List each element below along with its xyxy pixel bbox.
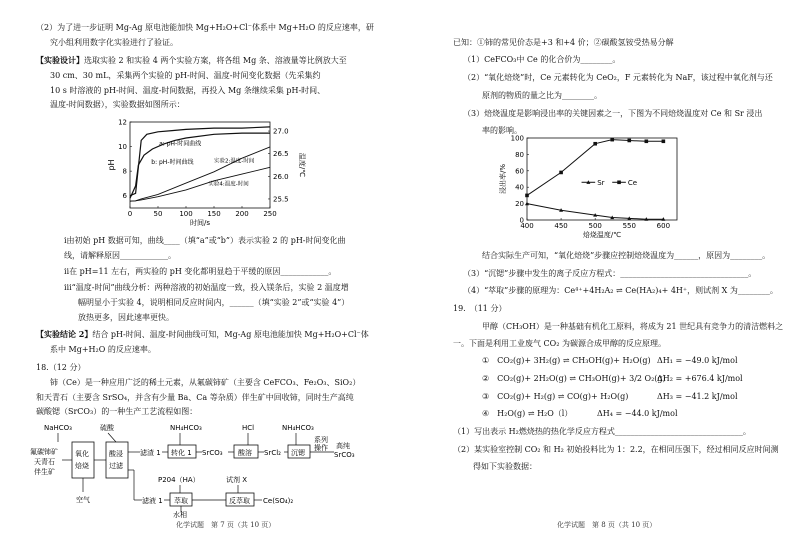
chart1-ytick-left-label: 12 [118, 118, 127, 127]
chart1-label-t2: 实验2:温度-时间 [214, 158, 255, 165]
q19-part1: （1）写出表示 H₂燃烧热的热化学反应方程式________________________________。 [453, 427, 751, 436]
flow-water-phase: 水相 [173, 511, 187, 519]
chart1-ytick-left-label: 6 [122, 192, 127, 201]
chart2-ytick-label: 40 [515, 183, 524, 192]
q19-part2-line1: （2）某实验室控制 CO₂ 和 H₂ 初始投料比为 1：2.2，在相同压强下，经过相同反应时间测 [453, 445, 779, 454]
chart1-series-line-2 [130, 147, 270, 201]
chart1-ytick-right-label: 26.0 [273, 172, 289, 181]
chart1-label-b: b: pH-时间曲线 [151, 158, 194, 166]
q18-line1: 铈（Ce）是一种应用广泛的稀土元素，从氟碳铈矿（主要含 CeFCO₃、Fe₂O₃、SiO₂） [50, 378, 361, 387]
chart2-legend-marker-Ce [617, 180, 621, 184]
r-after-chart: 结合实际生产可知，“氧化焙烧”步骤应控制焙烧温度为______，原因为________。 [482, 251, 771, 260]
r-q3-line1: （3）焙烧温度是影响浸出率的关键因素之一，下图为不同焙烧温度对 Ce 和 Sr 浸出 [463, 109, 763, 118]
equation-4: ④ H₂O(g) ⇌ H₂O（l） [482, 409, 573, 418]
flow-extract: 萃取 [174, 497, 188, 505]
flow-hcl: HCl [242, 424, 255, 432]
equation-3: ③ CO₂(g)+ H₂(g) ⇌ CO(g)+ H₂O(g) [482, 392, 629, 401]
conclusion-paragraph [36, 329, 369, 341]
r-q1: （1）CeFCO₃中 Ce 的化合价为________。 [463, 55, 621, 64]
question-iii-line1: ⅲ“温度-时间”曲线分析：两种溶液的初始温度一致，投入镁条后，实验 2 温度增 [64, 283, 349, 292]
equation-3-dh: ΔH₃ = −41.2 kJ/mol [657, 392, 738, 401]
flow-air: 空气 [76, 496, 90, 504]
q19-part2-line2: 得如下实验数据： [473, 462, 537, 471]
known-info: 已知：①铈的常见价态是+3 和+4 价；②碳酸氢铵受热易分解 [453, 38, 674, 47]
equation-2: ② CO₂(g)+ 2H₂O(g) ⇌ CH₃OH(g)+ 3/2 O₂(g) [482, 374, 666, 383]
flow-leach-2: 过滤 [109, 462, 123, 470]
flow-leach-1: 酸浸 [109, 450, 123, 458]
chart1-label-t4: 实验4:温度-时间 [208, 181, 249, 188]
chart2-ylabel: 浸出率/% [499, 163, 507, 195]
chart2-ytick-label: 80 [515, 150, 524, 159]
chart2-legend-label-Sr: Sr [597, 178, 605, 187]
q18-title: 18.（12 分） [36, 363, 86, 372]
flow-mineral-2: 天青石 [34, 458, 55, 466]
q19-line2: 一。下面是利用工业废气 CO₂ 为碳源合成甲醇的反应原理。 [453, 339, 666, 348]
design-line1: 选取实验 2 和实验 4 两个实验方案，将各组 Mg 条、溶液量等比例放大至 [84, 56, 347, 65]
chart2-point-Ce [662, 139, 666, 143]
flow-roast-1: 氧化 [75, 450, 89, 458]
ph-temperature-chart [108, 116, 306, 226]
chart2-ytick-label: 20 [515, 200, 524, 209]
equation-1: ① CO₂(g)+ 3H₂(g) ⇌ CH₃OH(g)+ H₂O(g) [482, 356, 651, 365]
flow-roast-2: 焙烧 [75, 462, 89, 470]
chart1-ytick-right-label: 25.5 [273, 195, 289, 204]
chart1-ylabel-right: 温度/℃ [298, 152, 306, 178]
flow-nh4hco3-2: NH₄HCO₃ [282, 424, 314, 432]
chart2-point-Ce [559, 171, 563, 175]
chart1-ylabel-left: pH [107, 159, 116, 171]
r-q3b: （3）“沉锶”步骤中发生的离子反应方程式：________________________________。 [463, 269, 757, 278]
chart1-label-a: a: pH-时间曲线 [159, 140, 202, 148]
chart2-point-Ce [610, 138, 614, 142]
chart1-xtick-label: 200 [235, 210, 249, 218]
flow-filtrate1: 滤渣 1 [140, 449, 161, 457]
flow-series-2: 操作 [314, 444, 328, 452]
conclusion-label: 【实验结论 2】 [36, 329, 93, 339]
chart2-xlabel: 焙烧温度/℃ [582, 231, 622, 239]
design-label: 【实验设计】 [36, 55, 84, 65]
right-page [397, 0, 794, 539]
chart1-xtick-label: 50 [153, 210, 163, 218]
chart2-xtick-label: 450 [554, 222, 568, 230]
r-q4: （4）“萃取”步骤的原理为：Ce⁴⁺+4H₂A₂ ⇌ Ce(HA₂)₄+ 4H⁺，则试剂 X 为________。 [463, 286, 778, 295]
arrow-acid [108, 433, 116, 442]
r-q2-line2: 原剂的物质的量之比为________。 [482, 91, 602, 100]
flow-back-extract: 反萃取 [229, 497, 250, 505]
design-line4: 温度-时间数据），实验数据如图所示： [50, 100, 185, 109]
q18-line2: 和天青石（主要含 SrSO₄，并含有少量 Ba、Ca 等杂质）伴生矿中回收铈，同时生产高纯 [36, 393, 354, 402]
chart2-point-Ce [627, 139, 631, 143]
flow-precipitate: 沉锶 [291, 449, 305, 457]
design-paragraph-1 [36, 55, 347, 67]
chart2-xtick-label: 600 [656, 222, 671, 230]
chart1-ytick-right-label: 27.0 [273, 127, 289, 136]
chart2-series-line-Sr [527, 204, 663, 220]
chart2-point-Ce [525, 194, 529, 198]
flow-mineral-3: 伴生矿 [34, 468, 55, 476]
chart2-ytick-label: 100 [510, 134, 524, 143]
question-i-line1: ⅰ由初始 pH 数据可知，曲线____（填“a”或“b”）表示实验 2 的 pH-时间变化曲 [64, 236, 346, 245]
chart1-xtick-label: 150 [207, 210, 221, 218]
chart2-xtick-label: 400 [520, 222, 534, 230]
q2-line2: 究小组利用数字化实验进行了验证。 [50, 38, 178, 47]
flow-filtrate-liquid: 滤液 1 [142, 497, 163, 505]
chart1-ytick-left-label: 8 [122, 167, 127, 176]
equation-4-dh: ΔH₄ = −44.0 kJ/mol [597, 409, 678, 418]
flow-srcl2: SrCl₂ [264, 449, 281, 457]
leach-rate-chart [497, 132, 687, 242]
chart2-series-line-Ce [527, 140, 663, 196]
process-flowchart [30, 420, 370, 518]
flow-convert: 转化 1 [171, 449, 192, 457]
chart1-xtick-label: 250 [263, 210, 277, 218]
flow-srco3-mid: SrCO₃ [202, 449, 223, 457]
box-leach [106, 442, 128, 478]
flow-nh4hco3-1: NH₄HCO₃ [170, 424, 202, 432]
chart2-point-Ce [593, 142, 597, 146]
chart1-xlabel: 时间/s [189, 219, 211, 227]
flow-reagent-x: 试剂 X [226, 476, 248, 484]
chart1-xtick-label: 100 [179, 210, 193, 218]
design-line3: 10 s 时溶液的 pH-时间、温度-时间数据，再投入 Mg 条继续采集 pH-时间、 [50, 86, 326, 95]
question-i-line2: 线，请解释原因____________。 [64, 251, 176, 260]
chart1-ytick-right-label: 26.5 [273, 150, 289, 159]
r-q3-line2: 率的影响。 [482, 126, 522, 135]
chart2-xtick-label: 550 [622, 222, 636, 230]
question-iii-line2: 幅明显小于实验 4，说明相同反应时间内，______（填“实验 2”或“实验 4”） [78, 298, 350, 307]
chart2-point-Ce [645, 139, 649, 143]
conclusion-line1: 结合 pH-时间、温度-时间曲线可知，Mg-Ag 原电池能加快 Mg+H₂O+Cl⁻体 [92, 330, 369, 339]
flow-series-1: 系列 [314, 436, 328, 444]
flow-acid-leach: 酸溶 [238, 449, 252, 457]
equation-1-dh: ΔH₁ = −49.0 kJ/mol [657, 356, 738, 365]
design-line2: 30 cm、30 mL，采集两个实验的 pH-时间、温度-时间变化数据（先采集约 [50, 71, 321, 80]
chart2-ytick-label: 60 [515, 167, 524, 176]
q19-line1: 甲醇（CH₃OH）是一种基础有机化工原料，将成为 21 世纪具有竞争力的清洁燃料之 [482, 322, 784, 331]
r-q2-line1: （2）“氧化焙烧”时，Ce 元素转化为 CeO₂，F 元素转化为 NaF，该过程中氧化剂与还 [463, 73, 773, 82]
flow-srco3-final: SrCO₃ [334, 451, 355, 459]
flow-mineral-1: 氟碳铈矿 [30, 448, 58, 456]
conclusion-line2: 系中 Mg+H₂O 的反应速率。 [50, 345, 156, 354]
chart2-legend-label-Ce: Ce [627, 178, 638, 187]
equation-2-dh: ΔH₂ = +676.4 kJ/mol [657, 374, 743, 383]
q19-title: 19. （11 分） [453, 304, 507, 313]
question-ii: ⅱ在 pH=11 左右，两实验的 pH 变化都明显趋于平缓的原因____________。 [64, 267, 337, 276]
page-footer-left: 化学试题 第 7 页（共 10 页） [176, 521, 276, 529]
chart2-ytick-label: 0 [519, 216, 524, 225]
flow-acid: 硫酸 [100, 424, 114, 432]
flow-high-purity: 高纯 [336, 442, 350, 450]
flow-p204: P204（HA） [158, 476, 200, 484]
flow-nahco3: NaHCO₃ [44, 424, 72, 432]
box-roast [72, 442, 94, 478]
chart1-ytick-left-label: 10 [118, 143, 127, 152]
chart2-xtick-label: 500 [588, 222, 602, 230]
question-iii-line3: 放热更多，因此速率更快。 [78, 313, 174, 322]
chart1-xtick-label: 0 [127, 210, 133, 218]
q2-line1: （2）为了进一步证明 Mg-Ag 原电池能加快 Mg+H₂O+Cl⁻体系中 Mg+H₂O 的反应速率，研 [36, 23, 374, 32]
flow-ceso4: Ce(SO₄)₂ [263, 497, 294, 505]
page-footer-right: 化学试题 第 8 页（共 10 页） [557, 521, 657, 529]
q18-line3: 碳酸锶（SrCO₃）的一种生产工艺流程如图： [36, 407, 198, 416]
